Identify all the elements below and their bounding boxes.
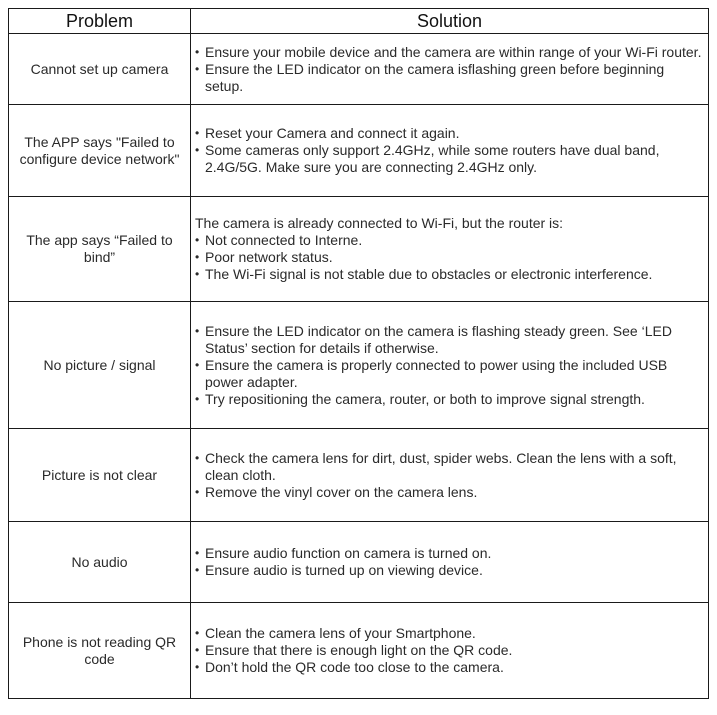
problem-header: Problem <box>9 9 191 34</box>
solution-text: Ensure audio is turned up on viewing device. <box>205 562 483 578</box>
solution-text: Some cameras only support 2.4GHz, while some routers have dual band, 2.4G/5G. Make sure you are connecting 2.4GHz only. <box>205 142 660 175</box>
bullet-icon: • <box>195 44 200 59</box>
solution-text: Remove the vinyl cover on the camera lens. <box>205 483 478 500</box>
solution-text: Try repositioning the camera, router, or both to improve signal strength. <box>205 390 645 407</box>
bullet-icon: • <box>195 391 200 406</box>
solution-text: Ensure audio function on camera is turned on. <box>205 545 492 561</box>
bullet-icon: • <box>195 546 200 560</box>
solution-text: Clean the camera lens of your Smartphone. <box>205 625 476 641</box>
bullet-icon: • <box>195 323 200 338</box>
problem-cell: No picture / signal <box>9 302 191 429</box>
solution-text: Ensure the LED indicator on the camera isflashing green before beginning setup. <box>205 60 665 94</box>
solution-text: Ensure your mobile device and the camera are within range of your Wi-Fi router. <box>205 43 702 60</box>
bullet-icon: • <box>195 250 200 264</box>
table-row <box>9 105 709 197</box>
solution-item <box>195 249 704 266</box>
solution-list <box>195 545 704 579</box>
table-row <box>9 603 709 699</box>
troubleshooting-table <box>8 8 709 699</box>
solution-item <box>195 61 704 95</box>
header-row <box>9 9 709 34</box>
bullet-icon: • <box>195 233 200 247</box>
solution-cell <box>191 522 709 603</box>
solution-item <box>195 357 704 391</box>
table-row <box>9 522 709 603</box>
solution-cell <box>191 302 709 429</box>
bullet-icon: • <box>195 450 200 465</box>
bullet-icon: • <box>195 484 200 499</box>
table-row <box>9 302 709 429</box>
solution-list <box>195 323 704 408</box>
problem-cell: No audio <box>9 522 191 603</box>
solution-item <box>195 142 704 176</box>
solution-item <box>195 232 704 249</box>
solution-cell <box>191 34 709 105</box>
solution-intro: The camera is already connected to Wi-Fi, but the router is: <box>195 215 564 231</box>
solution-item <box>195 125 704 142</box>
solution-list <box>195 450 704 501</box>
solution-item <box>195 625 704 642</box>
solution-cell <box>191 603 709 699</box>
solution-text: Not connected to Interne. <box>205 232 363 248</box>
solution-list <box>195 125 704 176</box>
solution-item <box>195 391 704 408</box>
problem-cell: The app says “Failed to bind” <box>9 197 191 302</box>
solution-list <box>195 625 704 676</box>
table-body <box>9 34 709 699</box>
table-row <box>9 34 709 105</box>
bullet-icon: • <box>195 563 200 577</box>
problem-cell: The APP says "Failed to configure device network" <box>9 105 191 197</box>
solution-item <box>195 562 704 579</box>
solution-text: Ensure that there is enough light on the QR code. <box>205 642 513 658</box>
bullet-icon: • <box>195 143 200 157</box>
solution-item <box>195 450 704 484</box>
solution-item <box>195 642 704 659</box>
problem-cell: Phone is not reading QR code <box>9 603 191 699</box>
solution-text: The Wi-Fi signal is not stable due to obstacles or electronic interference. <box>205 266 653 282</box>
solution-cell <box>191 197 709 302</box>
bullet-icon: • <box>195 267 200 281</box>
solution-item <box>195 659 704 676</box>
solution-item <box>195 484 704 501</box>
solution-text: Poor network status. <box>205 249 333 265</box>
solution-text: Ensure the LED indicator on the camera is flashing steady green. See ‘LED Status’ section for details if otherwise. <box>205 322 672 356</box>
bullet-icon: • <box>195 626 200 640</box>
solution-item <box>195 545 704 562</box>
solution-header: Solution <box>191 9 709 34</box>
solution-text: Ensure the camera is properly connected to power using the included USB power adapter. <box>205 356 668 390</box>
solution-cell <box>191 105 709 197</box>
solution-text: Check the camera lens for dirt, dust, spider webs. Clean the lens with a soft, clean cloth. <box>205 449 677 483</box>
solution-cell <box>191 429 709 522</box>
solution-list <box>195 44 704 95</box>
problem-cell: Cannot set up camera <box>9 34 191 105</box>
table-row <box>9 197 709 302</box>
solution-text: Reset your Camera and connect it again. <box>205 125 460 141</box>
solution-item <box>195 323 704 357</box>
bullet-icon: • <box>195 126 200 140</box>
solution-list <box>195 232 704 283</box>
table-row <box>9 429 709 522</box>
solution-item <box>195 44 704 61</box>
solution-item <box>195 266 704 283</box>
solution-text: Don’t hold the QR code too close to the camera. <box>205 659 504 675</box>
bullet-icon: • <box>195 643 200 657</box>
bullet-icon: • <box>195 660 200 674</box>
problem-cell: Picture is not clear <box>9 429 191 522</box>
bullet-icon: • <box>195 61 200 76</box>
bullet-icon: • <box>195 357 200 372</box>
